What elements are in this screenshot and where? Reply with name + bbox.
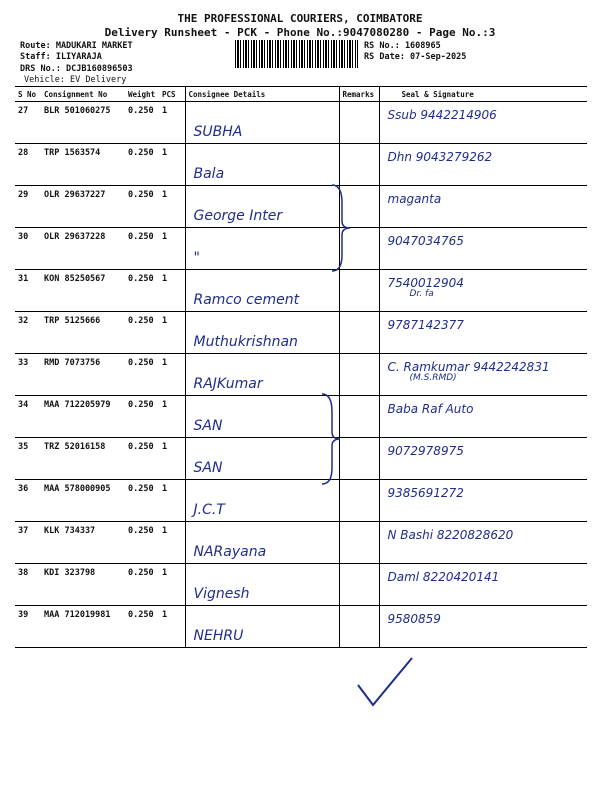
row-weight: 0.250 — [125, 144, 159, 186]
row-pcs: 1 — [159, 438, 185, 480]
row-consignment-no: BLR 501060275 — [41, 102, 125, 144]
row-remarks — [339, 144, 379, 186]
signature-handwriting: 9580859 — [387, 612, 441, 626]
header-pcs: PCS — [159, 87, 185, 102]
check-mark-icon — [355, 655, 415, 710]
row-remarks — [339, 564, 379, 606]
signature-handwriting: Ssub 9442214906 — [387, 108, 497, 122]
row-sno: 38 — [15, 564, 41, 606]
header-remarks: Remarks — [339, 87, 379, 102]
row-weight: 0.250 — [125, 480, 159, 522]
table-row — [15, 564, 587, 606]
header-seal: Seal & Signature — [379, 87, 587, 102]
header-weight: Weight — [125, 87, 159, 102]
row-remarks — [339, 480, 379, 522]
header-consignee: Consignee Details — [185, 87, 339, 102]
row-remarks — [339, 522, 379, 564]
table-row — [15, 144, 587, 186]
consignee-handwriting: J.C.T — [193, 502, 225, 518]
row-consignee-cell — [185, 312, 339, 354]
row-consignment-no: RMD 7073756 — [41, 354, 125, 396]
row-consignment-no: OLR 29637227 — [41, 186, 125, 228]
vehicle-label: Vehicle: EV Delivery — [24, 75, 127, 85]
row-weight: 0.250 — [125, 102, 159, 144]
row-consignment-no: OLR 29637228 — [41, 228, 125, 270]
row-sno: 32 — [15, 312, 41, 354]
row-signature-cell — [379, 270, 587, 312]
row-pcs: 1 — [159, 144, 185, 186]
row-consignee-cell — [185, 102, 339, 144]
consignee-handwriting: " — [193, 250, 200, 266]
row-sno: 37 — [15, 522, 41, 564]
handwritten-brace — [320, 392, 344, 487]
row-signature-cell — [379, 396, 587, 438]
row-sno: 28 — [15, 144, 41, 186]
row-consignment-no: TRP 5125666 — [41, 312, 125, 354]
runsheet-table — [15, 86, 587, 648]
row-remarks — [339, 102, 379, 144]
signature-handwriting: Dhn 9043279262 — [387, 150, 493, 164]
row-consignee-cell — [185, 144, 339, 186]
rs-date: RS Date: 07-Sep-2025 — [364, 52, 467, 62]
handwritten-brace — [330, 183, 354, 273]
row-weight: 0.250 — [125, 522, 159, 564]
row-consignee-cell — [185, 606, 339, 648]
table-body — [15, 102, 587, 648]
row-pcs: 1 — [159, 564, 185, 606]
row-signature-cell — [379, 480, 587, 522]
row-sno: 33 — [15, 354, 41, 396]
consignee-handwriting: Bala — [193, 166, 225, 182]
row-sno: 39 — [15, 606, 41, 648]
document-subtitle: Delivery Runsheet - PCK - Phone No.:9047080280 - Page No.:3 — [104, 26, 496, 39]
table-row — [15, 228, 587, 270]
table-row — [15, 270, 587, 312]
header-sno: S No — [15, 87, 41, 102]
route-label: Route: MADUKARI MARKET — [20, 41, 133, 51]
row-consignee-cell — [185, 228, 339, 270]
consignee-handwriting: George Inter — [193, 208, 283, 224]
consignee-handwriting: NEHRU — [193, 628, 244, 644]
row-signature-cell — [379, 144, 587, 186]
table-header-row — [15, 87, 587, 102]
row-consignment-no: KDI 323798 — [41, 564, 125, 606]
signature-handwriting: 7540012904 — [387, 276, 464, 290]
row-consignee-cell — [185, 354, 339, 396]
row-sno: 36 — [15, 480, 41, 522]
consignee-handwriting: Ramco cement — [193, 292, 300, 308]
row-consignee-cell — [185, 186, 339, 228]
row-consignee-cell — [185, 396, 339, 438]
consignee-handwriting: SAN — [193, 460, 223, 476]
row-signature-cell — [379, 102, 587, 144]
row-pcs: 1 — [159, 312, 185, 354]
row-weight: 0.250 — [125, 564, 159, 606]
row-signature-cell — [379, 228, 587, 270]
row-pcs: 1 — [159, 522, 185, 564]
row-consignment-no: TRP 1563574 — [41, 144, 125, 186]
signature-handwriting: Baba Raf Auto — [387, 402, 474, 416]
barcode — [235, 40, 358, 68]
signature-handwriting: 9787142377 — [387, 318, 464, 332]
signature-note: Dr. fa — [409, 289, 434, 299]
consignee-handwriting: Vignesh — [193, 586, 250, 602]
table-row — [15, 354, 587, 396]
table-row — [15, 438, 587, 480]
row-consignee-cell — [185, 564, 339, 606]
signature-handwriting: 9047034765 — [387, 234, 464, 248]
table-row — [15, 396, 587, 438]
row-signature-cell — [379, 522, 587, 564]
consignee-handwriting: Muthukrishnan — [193, 334, 298, 350]
row-weight: 0.250 — [125, 270, 159, 312]
row-signature-cell — [379, 564, 587, 606]
row-sno: 31 — [15, 270, 41, 312]
row-consignment-no: MAA 578000905 — [41, 480, 125, 522]
row-consignment-no: MAA 712205979 — [41, 396, 125, 438]
row-consignee-cell — [185, 480, 339, 522]
consignee-handwriting: SAN — [193, 418, 223, 434]
table-row — [15, 480, 587, 522]
row-remarks — [339, 270, 379, 312]
row-sno: 34 — [15, 396, 41, 438]
row-pcs: 1 — [159, 480, 185, 522]
row-consignee-cell — [185, 270, 339, 312]
row-remarks — [339, 354, 379, 396]
row-weight: 0.250 — [125, 312, 159, 354]
row-pcs: 1 — [159, 186, 185, 228]
row-consignee-cell — [185, 522, 339, 564]
row-signature-cell — [379, 312, 587, 354]
row-sno: 30 — [15, 228, 41, 270]
row-pcs: 1 — [159, 228, 185, 270]
row-signature-cell — [379, 186, 587, 228]
table-row — [15, 522, 587, 564]
row-signature-cell — [379, 606, 587, 648]
row-pcs: 1 — [159, 102, 185, 144]
row-weight: 0.250 — [125, 396, 159, 438]
row-remarks — [339, 396, 379, 438]
row-consignment-no: TRZ 52016158 — [41, 438, 125, 480]
row-pcs: 1 — [159, 396, 185, 438]
row-sno: 35 — [15, 438, 41, 480]
signature-handwriting: N Bashi 8220828620 — [387, 528, 514, 542]
row-remarks — [339, 438, 379, 480]
row-weight: 0.250 — [125, 354, 159, 396]
row-signature-cell — [379, 354, 587, 396]
header-consignment: Consignment No — [41, 87, 125, 102]
row-sno: 27 — [15, 102, 41, 144]
row-consignee-cell — [185, 438, 339, 480]
row-weight: 0.250 — [125, 228, 159, 270]
table-row — [15, 606, 587, 648]
consignee-handwriting: RAJKumar — [193, 376, 263, 392]
consignee-handwriting: NARayana — [193, 544, 267, 560]
row-weight: 0.250 — [125, 606, 159, 648]
row-weight: 0.250 — [125, 438, 159, 480]
signature-handwriting: Daml 8220420141 — [387, 570, 500, 584]
signature-handwriting: C. Ramkumar 9442242831 — [387, 360, 550, 374]
row-consignment-no: MAA 712019981 — [41, 606, 125, 648]
document-title: THE PROFESSIONAL COURIERS, COIMBATORE — [177, 12, 423, 25]
table-row — [15, 312, 587, 354]
staff-label: Staff: ILIYARAJA — [20, 52, 102, 62]
row-sno: 29 — [15, 186, 41, 228]
consignee-handwriting: SUBHA — [193, 124, 243, 140]
row-consignment-no: KLK 734337 — [41, 522, 125, 564]
row-pcs: 1 — [159, 270, 185, 312]
signature-handwriting: 9072978975 — [387, 444, 464, 458]
row-signature-cell — [379, 438, 587, 480]
row-weight: 0.250 — [125, 186, 159, 228]
row-remarks — [339, 312, 379, 354]
signature-handwriting: 9385691272 — [387, 486, 464, 500]
row-pcs: 1 — [159, 606, 185, 648]
table-row — [15, 102, 587, 144]
drs-number: DRS No.: DCJB160896503 — [20, 64, 133, 74]
row-consignment-no: KON 85250567 — [41, 270, 125, 312]
signature-note: (M.S.RMD) — [409, 373, 457, 383]
row-remarks — [339, 606, 379, 648]
row-pcs: 1 — [159, 354, 185, 396]
table-row — [15, 186, 587, 228]
signature-handwriting: maganta — [387, 192, 442, 206]
rs-number: RS No.: 1608965 — [364, 41, 441, 51]
